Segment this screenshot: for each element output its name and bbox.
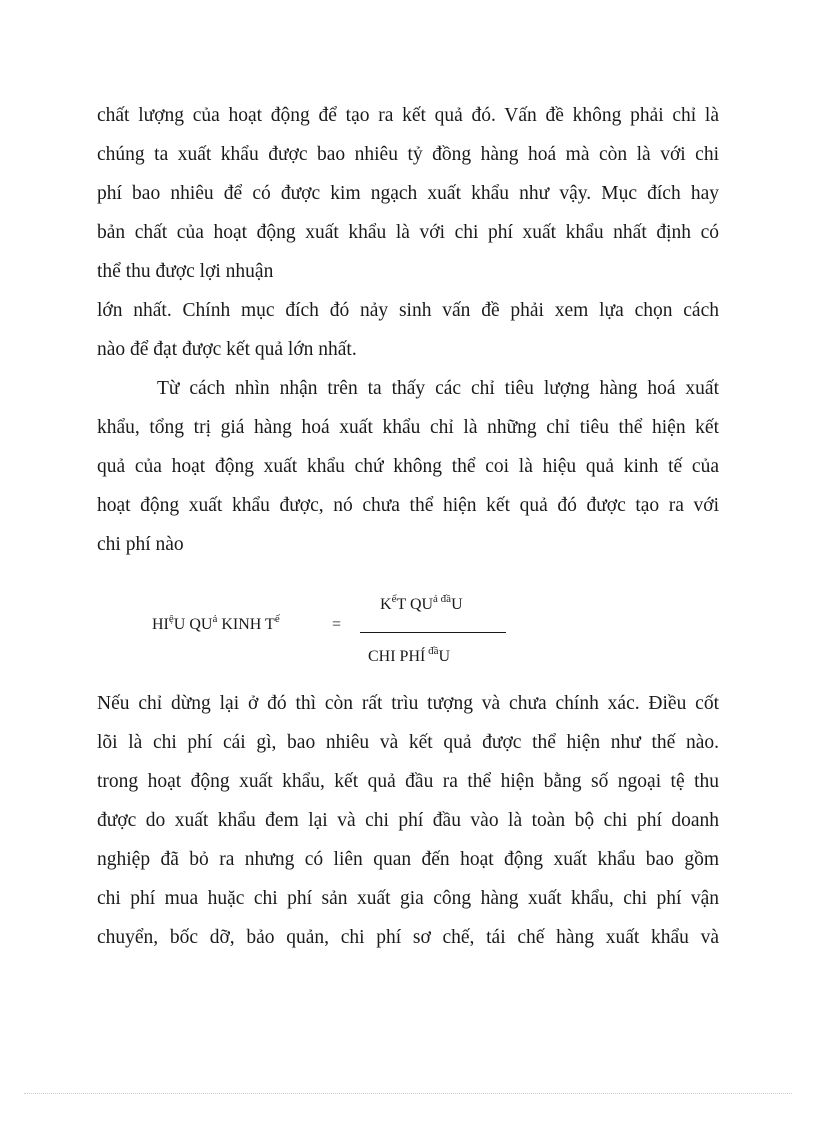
text-line: Từ cách nhìn nhận trên ta thấy các chỉ tiêu lượng hàng hoá xuất	[157, 378, 719, 399]
text-line: khẩu, tổng trị giá hàng hoá xuất khẩu chỉ là những chỉ tiêu thể hiện kết	[97, 417, 719, 438]
formula-equals: =	[332, 616, 342, 633]
text-line: Nếu chỉ dừng lại ở đó thì còn rất trìu tượng và chưa chính xác. Điều cốt	[97, 693, 719, 714]
text-line: lớn nhất. Chính mục đích đó nảy sinh vấn đề phải xem lựa chọn cách	[97, 300, 719, 321]
text-line: chúng ta xuất khẩu được bao nhiêu tỷ đồng hàng hoá mà còn là với chi	[97, 144, 719, 165]
text-line: nào để đạt được kết quả lớn nhất.	[97, 339, 357, 360]
text-line: chuyển, bốc dỡ, bảo quản, chi phí sơ chế, tái chế hàng xuất khẩu và	[97, 927, 719, 948]
paragraph-3	[97, 369, 719, 564]
text-line: bản chất của hoạt động xuất khẩu là với chi phí xuất khẩu nhất định có	[97, 222, 719, 243]
text-line: thể thu được lợi nhuận	[97, 261, 274, 282]
text-line: hoạt động xuất khẩu được, nó chưa thể hiện kết quả đó được tạo ra với	[97, 495, 719, 516]
fraction-bar	[360, 632, 506, 633]
paragraph-2	[97, 291, 719, 369]
text-line: chất lượng của hoạt động để tạo ra kết quả đó. Vấn đề không phải chỉ là	[97, 105, 719, 126]
text-line: trong hoạt động xuất khẩu, kết quả đầu ra thể hiện bằng số ngoại tệ thu	[97, 771, 719, 792]
text-line: được do xuất khẩu đem lại và chi phí đầu vào là toàn bộ chi phí doanh	[97, 810, 719, 831]
text-line: chi phí mua huặc chi phí sản xuất gia công hàng xuất khẩu, chi phí vận	[97, 888, 719, 909]
formula-numerator: $K^ếT$ $QU^{ả đầ}U$	[380, 593, 463, 613]
text-line: quả của hoạt động xuất khẩu chứ không thể coi là hiệu quả kinh tế của	[97, 456, 719, 477]
text-line: lõi là chi phí cái gì, bao nhiêu và kết quả được thể hiện như thế nào.	[97, 732, 719, 753]
text-line: nghiệp đã bỏ ra nhưng có liên quan đến hoạt động xuất khẩu bao gồm	[97, 849, 719, 870]
paragraph-1	[97, 96, 719, 291]
text-line: phí bao nhiêu để có được kim ngạch xuất khẩu như vậy. Mục đích hay	[97, 183, 719, 204]
footer-dotted-rule	[24, 1093, 792, 1094]
formula-lhs: $HI^ệU$ $QU^ả$ KINH $T^ế$	[152, 613, 280, 633]
text-line: chi phí nào	[97, 534, 184, 555]
efficiency-formula	[140, 593, 560, 676]
formula-denominator: CHI PHÍ $^{đầ}$U	[368, 645, 451, 665]
paragraph-4	[97, 684, 719, 957]
